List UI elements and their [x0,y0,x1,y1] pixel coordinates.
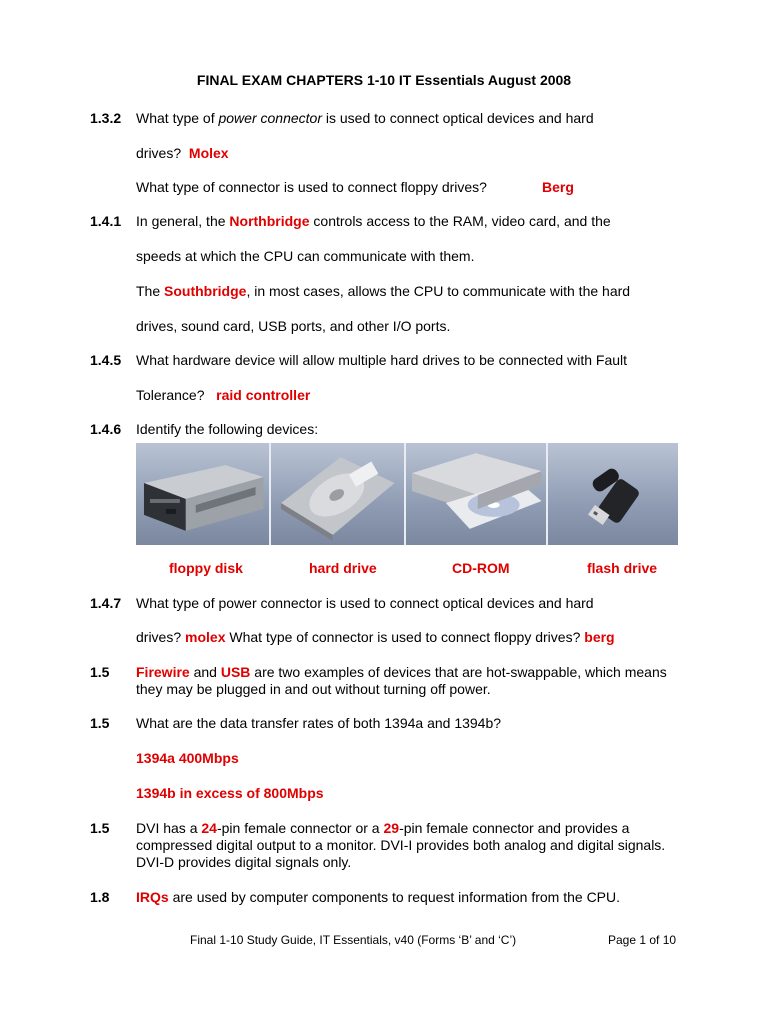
fault-tolerance-question: What hardware device will allow multiple hard drives to be connected with Fault [136,352,628,368]
body-text: What type of connector is used to connect floppy drives? [225,629,581,645]
footer-guide-title: Final 1-10 Study Guide, IT Essentials, v40 (Forms ‘B’ and ‘C’) [190,933,517,947]
answer-molex-lower: molex [185,629,226,645]
transfer-rate-question: What are the data transfer rates of both 1394a and 1394b? [136,715,502,731]
section-number-1-4-7: 1.4.7 [90,595,122,611]
question-text: What type of connector is used to connect floppy drives? [136,179,487,195]
footer-page-number: Page 1 of 10 [608,933,677,947]
question-floppy-connector [136,179,487,195]
term-usb: USB [220,664,251,680]
section-number-1-8: 1.8 [90,889,110,905]
question-text: is used to connect optical devices and hard [322,110,594,126]
body-text: -pin female connector or a [216,820,384,836]
section-number-1-5-c: 1.5 [90,820,110,836]
floppy-drive-image [136,443,271,545]
power-connector-question: What type of power connector is used to connect optical devices and hard [136,595,594,611]
body-text: and [189,664,221,680]
page-title: FINAL EXAM CHAPTERS 1-10 IT Essentials August 2008 [196,72,572,88]
pin-count-24: 24 [201,820,217,836]
emphasized-term: power connector [218,110,322,126]
body-text: In general, the [136,213,230,229]
cd-rom-illustration [406,443,546,545]
cd-rom-image [406,443,548,545]
section-number-1-5-b: 1.5 [90,715,110,731]
body-text: controls access to the RAM, video card, and the [309,213,611,229]
body-text: are used by computer components to request information from the CPU. [168,889,621,905]
power-connector-question-2 [136,629,615,645]
identify-devices-prompt: Identify the following devices: [136,421,319,437]
flash-drive-image [548,443,678,545]
floppy-drive-illustration [136,443,269,545]
answer-1394a: 1394a 400Mbps [136,750,239,766]
dvi-paragraph [136,820,696,871]
question-power-connector-cont [136,145,229,161]
northbridge-line [136,213,611,229]
answer-berg-lower: berg [584,629,615,645]
pin-count-29: 29 [383,820,400,836]
body-text: , in most cases, allows the CPU to communicate with the hard [246,283,631,299]
section-number-1-4-6: 1.4.6 [90,421,122,437]
answer-berg: Berg [542,179,574,195]
section-number-1-3-2: 1.3.2 [90,110,122,126]
hard-drive-image [271,443,407,545]
caption-hard-drive: hard drive [309,560,377,576]
question-text: drives? [136,145,182,161]
caption-floppy-disk: floppy disk [169,560,243,576]
term-northbridge: Northbridge [229,213,310,229]
device-photo-strip [136,443,678,545]
answer-raid-controller: raid controller [216,387,311,403]
body-text: DVI has a [136,820,202,836]
section-number-1-4-5: 1.4.5 [90,352,122,368]
flash-drive-illustration [548,443,678,545]
answer-molex: Molex [188,145,229,161]
body-text: Tolerance? [136,387,205,403]
southbridge-line [136,283,630,299]
body-text: The [136,283,165,299]
answer-1394b: 1394b in excess of 800Mbps [136,785,324,801]
caption-cd-rom: CD-ROM [452,560,510,576]
question-text: What type of [136,110,219,126]
body-text: drives? [136,629,182,645]
term-irqs: IRQs [136,889,169,905]
fault-tolerance-question-2 [136,387,310,403]
body-text: -pin female connector and provides a compressed digital output to a monitor. DVI-I provides both analog and digital signals. DVI-D provides digital signals only. [136,820,666,870]
caption-flash-drive: flash drive [587,560,658,576]
question-power-connector [136,110,594,126]
body-text: are two examples of devices that are hot-swappable, which means they may be plugged in and out without turning off power. [136,664,667,697]
term-firewire: Firewire [136,664,190,680]
hot-swappable-paragraph [136,664,696,698]
section-number-1-4-1: 1.4.1 [90,213,122,229]
term-southbridge: Southbridge [164,283,247,299]
hard-drive-illustration [271,443,405,545]
section-number-1-5-a: 1.5 [90,664,110,680]
irq-line [136,889,620,905]
northbridge-line-2: speeds at which the CPU can communicate with them. [136,248,475,264]
southbridge-line-2: drives, sound card, USB ports, and other I/O ports. [136,318,451,334]
